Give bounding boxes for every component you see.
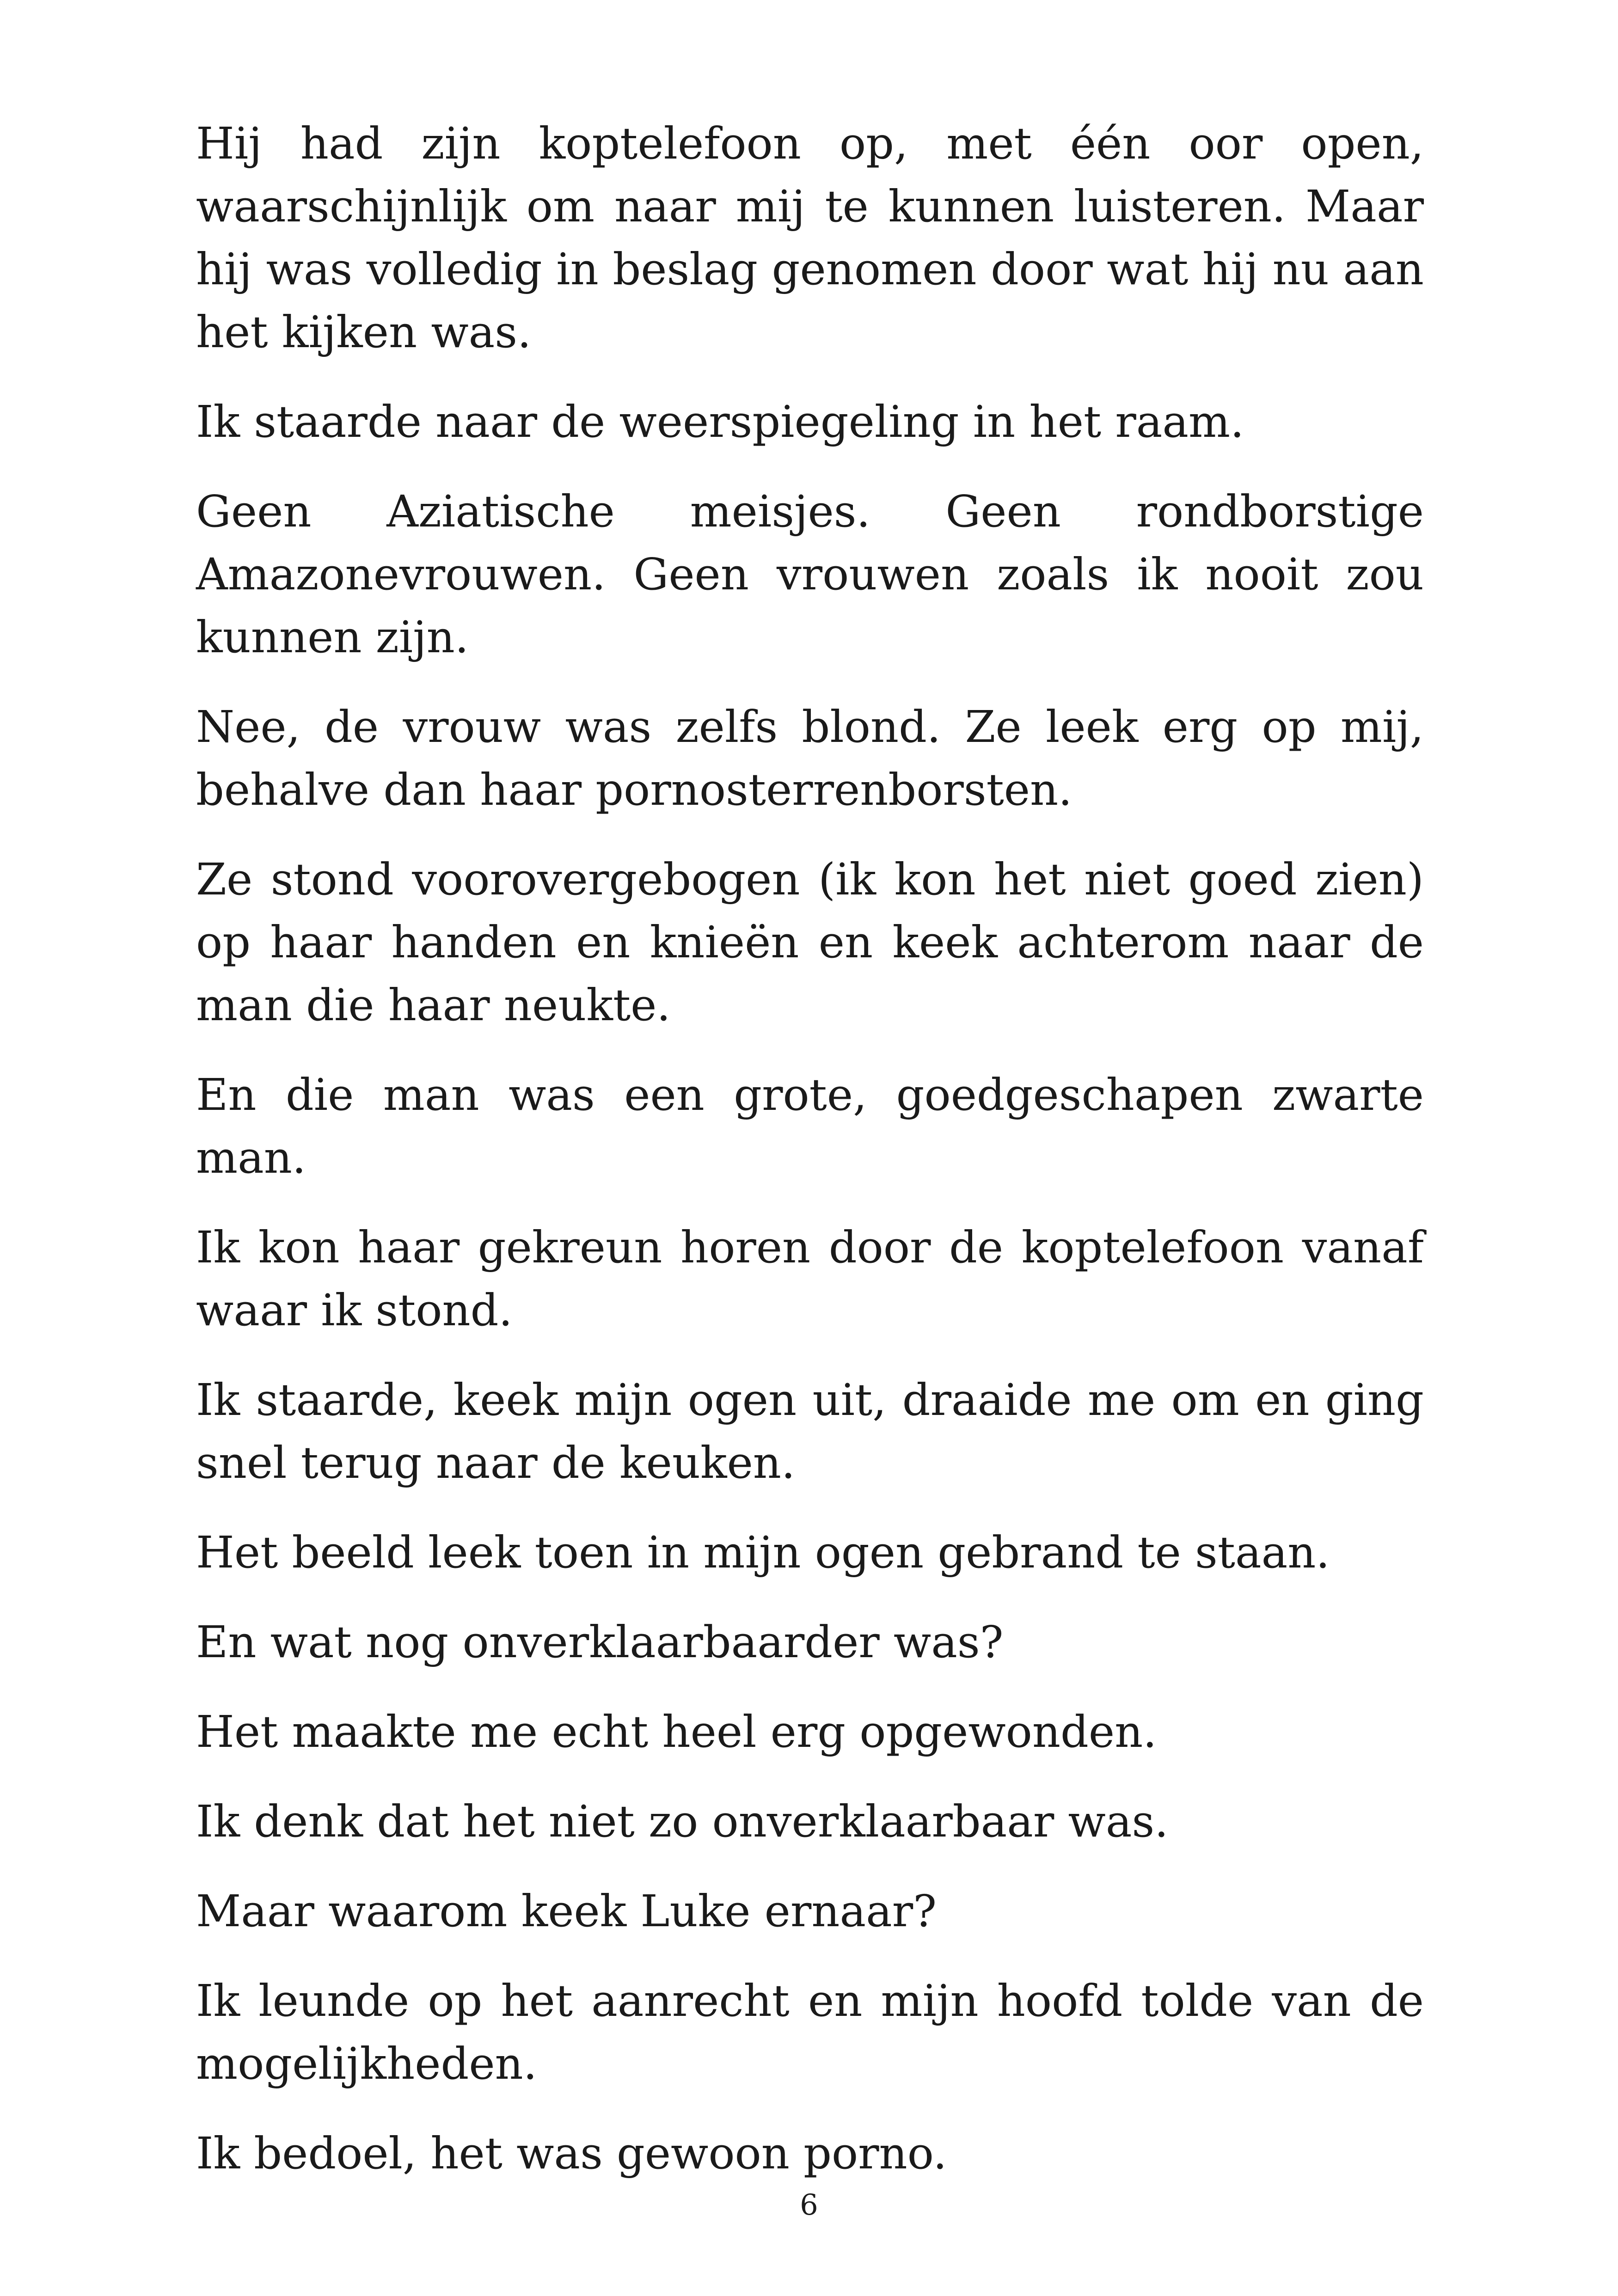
paragraph: Het beeld leek toen in mijn ogen gebrand te staan. — [196, 1527, 1330, 1578]
paragraph: Ik staarde naar de weerspiegeling in het raam. — [196, 397, 1244, 447]
paragraph: Geen Aziatische meisjes. Geen rondborstige Amazonevrouwen. Geen vrouwen zoals ik nooit zou kunnen zijn. — [196, 486, 1424, 663]
paragraph: Hij had zijn koptelefoon op, met één oor open, waarschijnlijk om naar mij te kunnen luisteren. Maar hij was volledig in beslag genomen door wat hij nu aan het kijken was. — [196, 118, 1424, 358]
paragraph: Ik bedoel, het was gewoon porno. — [196, 2128, 947, 2179]
paragraph: Maar waarom keek Luke ernaar? — [196, 1886, 937, 1937]
paragraph: En die man was een grote, goedgeschapen zwarte man. — [196, 1070, 1424, 1183]
paragraph: Ik staarde, keek mijn ogen uit, draaide me om en ging snel terug naar de keuken. — [196, 1375, 1424, 1488]
text-body — [196, 112, 1424, 2212]
paragraph: Het maakte me echt heel erg opgewonden. — [196, 1707, 1157, 1757]
paragraph: Ik kon haar gekreun horen door de koptelefoon vanaf waar ik stond. — [196, 1222, 1424, 1336]
paragraph: Ik denk dat het niet zo onverklaarbaar was. — [196, 1796, 1169, 1847]
page-number: 6 — [800, 2188, 818, 2222]
paragraph: Ze stond voorovergebogen (ik kon het niet goed zien) op haar handen en knieën en keek achterom naar de man die haar neukte. — [196, 854, 1424, 1031]
paragraph: Nee, de vrouw was zelfs blond. Ze leek erg op mij, behalve dan haar pornosterrenborsten. — [196, 702, 1424, 815]
paragraph: Ik leunde op het aanrecht en mijn hoofd tolde van de mogelijkheden. — [196, 1976, 1424, 2089]
paragraph: En wat nog onverklaarbaarder was? — [196, 1617, 1004, 1668]
